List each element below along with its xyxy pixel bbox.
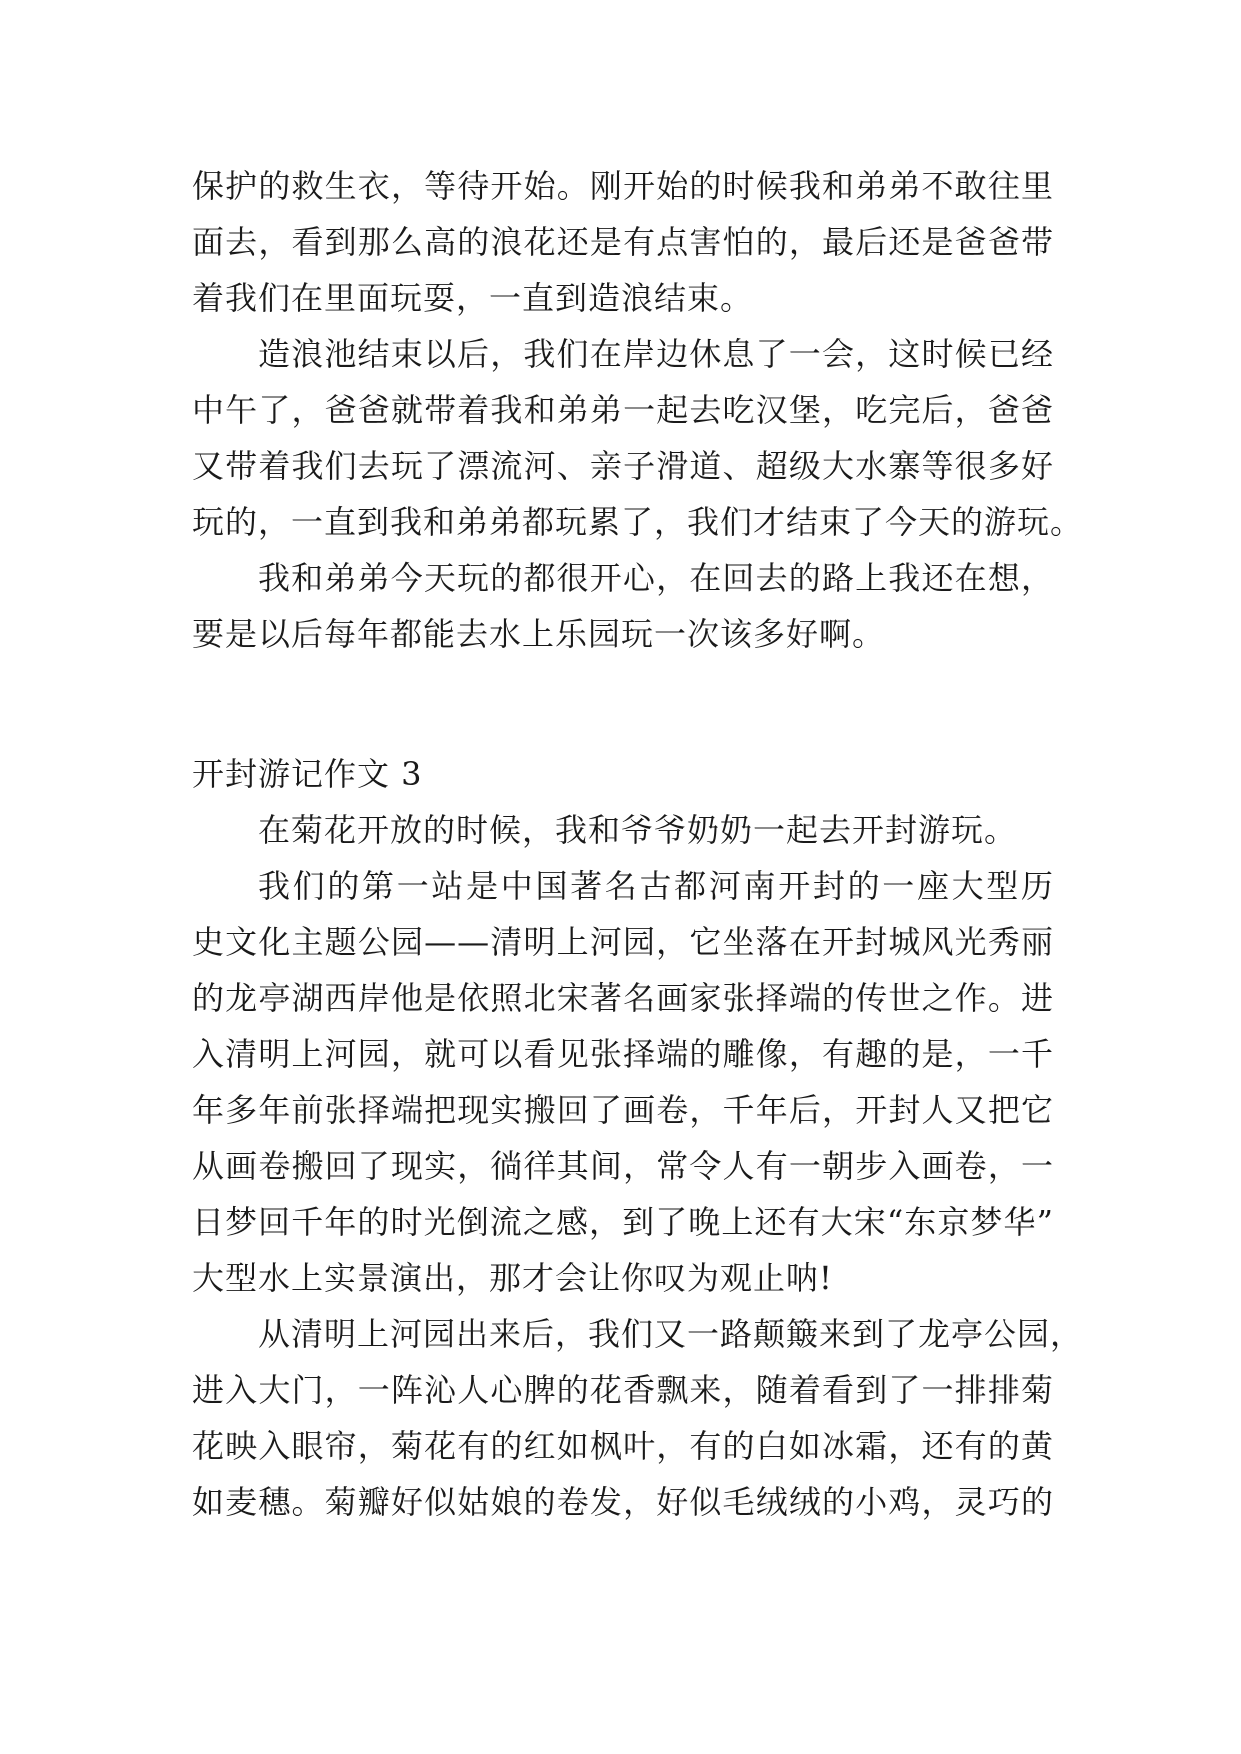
text-line: 的龙亭湖西岸他是依照北宋著名画家张择端的传世之作。进: [192, 979, 1054, 1017]
text-line: 我和弟弟今天玩的都很开心，在回去的路上我还在想，: [258, 559, 1054, 597]
section-previous-essay: [192, 158, 1084, 662]
text-line: 我们的第一站是中国著名古都河南开封的一座大型历: [258, 867, 1054, 905]
text-line: 保护的救生衣，等待开始。刚开始的时候我和弟弟不敢往里: [192, 167, 1054, 205]
text-line: 大型水上实景演出，那才会让你叹为观止呐!: [192, 1259, 833, 1297]
paragraph: [192, 326, 1084, 550]
text-line: 史文化主题公园——清明上河园，它坐落在开封城风光秀丽: [192, 923, 1054, 961]
section-spacer: [192, 662, 1054, 746]
text-line: 花映入眼帘，菊花有的红如枫叶，有的白如冰霜，还有的黄: [192, 1427, 1054, 1465]
text-line: 年多年前张择端把现实搬回了画卷，千年后，开封人又把它: [192, 1091, 1054, 1129]
text-line: 从画卷搬回了现实，徜徉其间，常令人有一朝步入画卷，一: [192, 1147, 1054, 1185]
text-line: 在菊花开放的时候，我和爷爷奶奶一起去开封游玩。: [258, 811, 1018, 849]
paragraph: [192, 158, 1054, 326]
section-kaifeng-essay-3: [192, 746, 1084, 1530]
text-line: 要是以后每年都能去水上乐园玩一次该多好啊。: [192, 615, 886, 653]
paragraph: [192, 550, 1054, 662]
text-line: 造浪池结束以后，我们在岸边休息了一会，这时候已经: [258, 335, 1054, 373]
text-line: 中午了，爸爸就带着我和弟弟一起去吃汉堡，吃完后，爸爸: [192, 391, 1054, 429]
text-line: 玩的，一直到我和弟弟都玩累了，我们才结束了今天的游玩。: [192, 503, 1084, 541]
text-line: 面去，看到那么高的浪花还是有点害怕的，最后还是爸爸带: [192, 223, 1054, 261]
text-line: 又带着我们去玩了漂流河、亲子滑道、超级大水寨等很多好: [192, 447, 1054, 485]
text-line: 日梦回千年的时光倒流之感，到了晚上还有大宋“东京梦华”: [192, 1203, 1054, 1241]
paragraph: [192, 1306, 1084, 1530]
text-line: 入清明上河园，就可以看见张择端的雕像，有趣的是，一千: [192, 1035, 1054, 1073]
text-line: 进入大门，一阵沁人心脾的花香飘来，随着看到了一排排菊: [192, 1371, 1054, 1409]
paragraph: [192, 802, 1054, 858]
essay-heading: 开封游记作文 3: [192, 755, 423, 793]
document-page: [192, 158, 1084, 1530]
text-line: 如麦穗。菊瓣好似姑娘的卷发，好似毛绒绒的小鸡，灵巧的: [192, 1483, 1054, 1521]
text-line: 着我们在里面玩耍，一直到造浪结束。: [192, 279, 754, 317]
paragraph: [192, 858, 1054, 1306]
text-line: 从清明上河园出来后，我们又一路颠簸来到了龙亭公园，: [258, 1315, 1084, 1353]
